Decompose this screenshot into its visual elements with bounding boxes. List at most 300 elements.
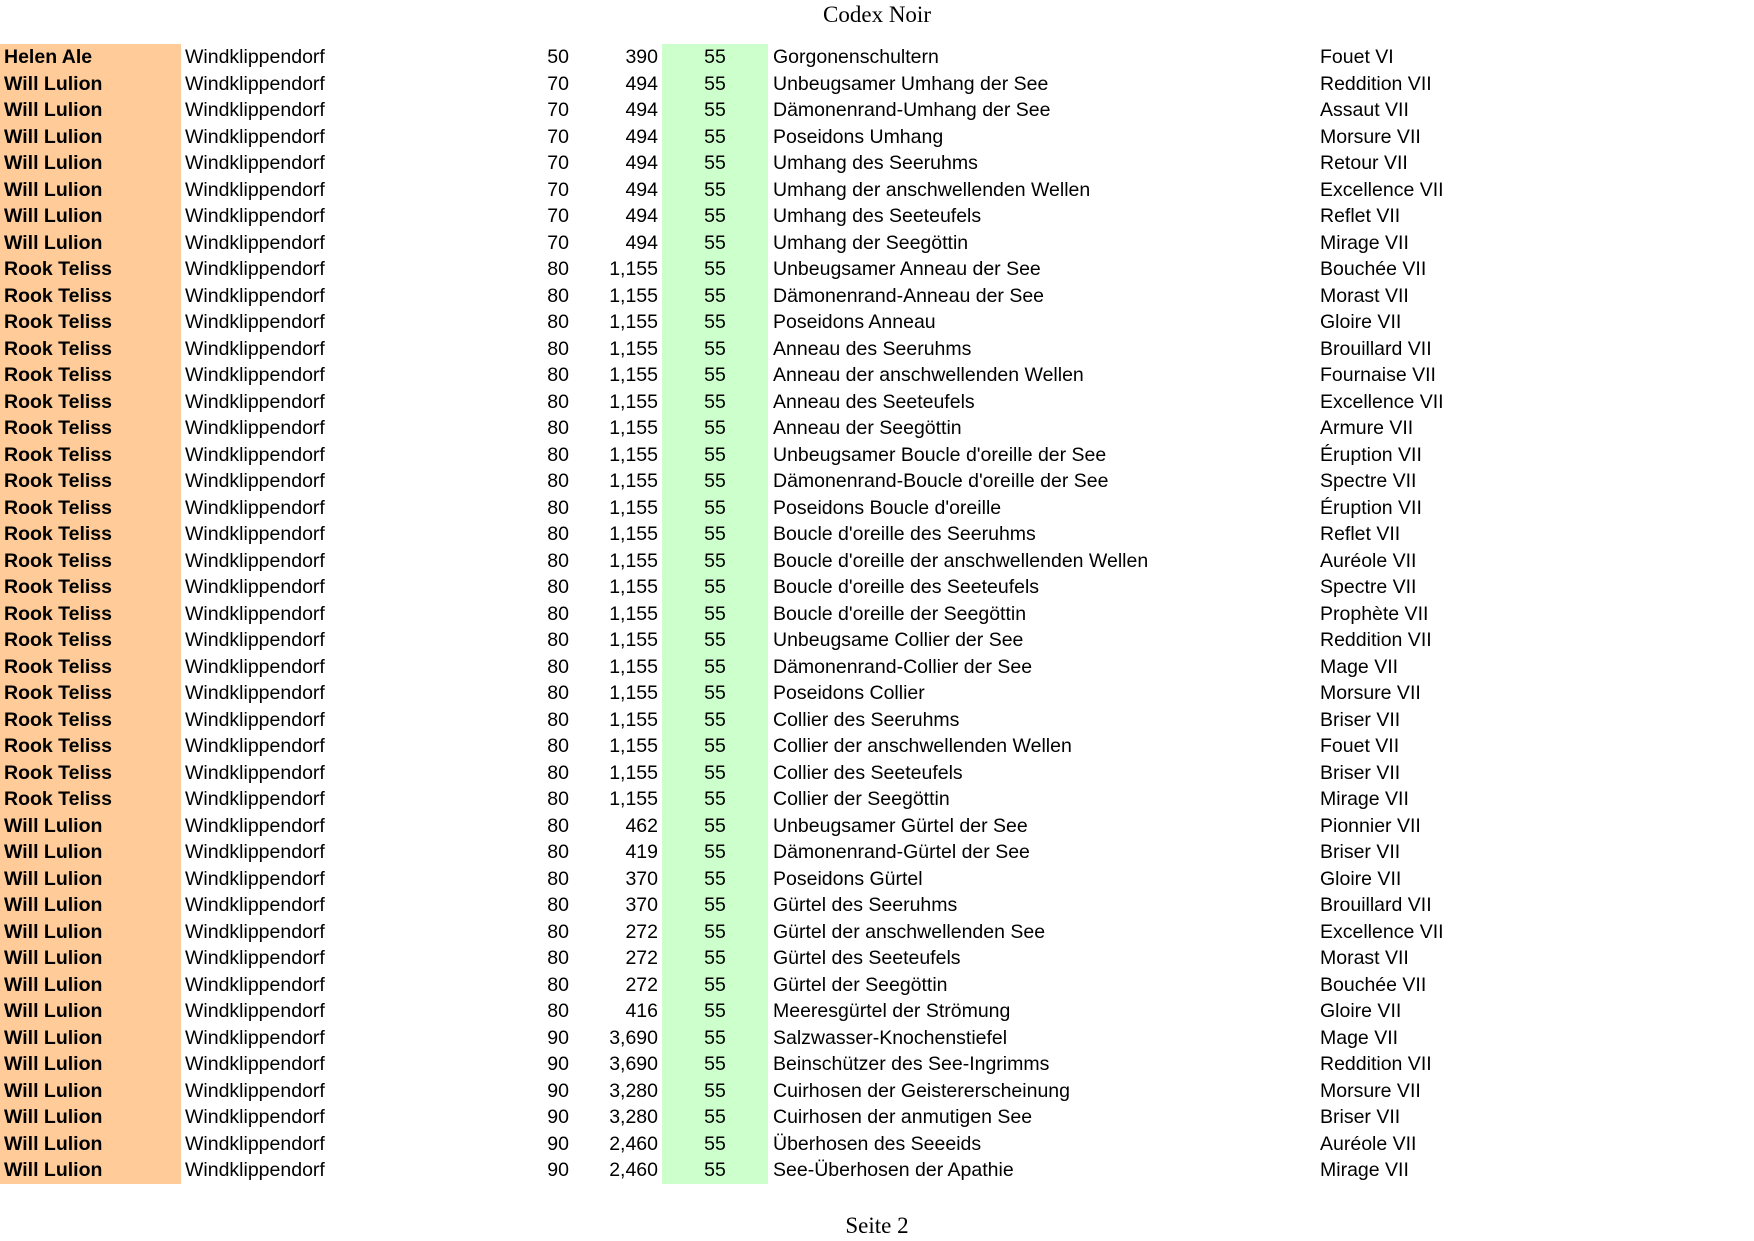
cell-value[interactable]: 1,155 — [609, 682, 658, 704]
cell-value[interactable]: 1,155 — [609, 284, 658, 307]
cell-enchantment[interactable]: Mirage VII — [1320, 231, 1409, 254]
cell-value[interactable]: 1,155 — [609, 311, 658, 333]
cell-value[interactable]: 370 — [625, 894, 658, 916]
cell-level[interactable]: 80 — [547, 867, 569, 890]
cell-level[interactable]: 80 — [547, 655, 569, 678]
cell-item-name[interactable]: Anneau der Seegöttin — [773, 417, 962, 439]
cell-stat[interactable]: 55 — [662, 230, 768, 257]
cell-level[interactable]: 80 — [547, 682, 569, 704]
cell-value[interactable]: 494 — [625, 178, 658, 201]
cell-town[interactable]: Windklippendorf — [185, 496, 325, 519]
cell-value[interactable]: 494 — [625, 72, 658, 95]
cell-level[interactable]: 80 — [547, 284, 569, 307]
cell-item-name[interactable]: Collier der anschwellenden Wellen — [773, 735, 1072, 757]
cell-value[interactable]: 494 — [625, 152, 658, 174]
cell-town[interactable]: Windklippendorf — [185, 284, 325, 307]
cell-enchantment[interactable]: Bouchée VII — [1320, 973, 1427, 996]
cell-item-name[interactable]: Dämonenrand-Gürtel der See — [773, 841, 1030, 863]
cell-stat[interactable]: 55 — [662, 97, 768, 124]
cell-stat[interactable]: 55 — [662, 389, 768, 416]
cell-enchantment[interactable]: Reddition VII — [1320, 1053, 1432, 1075]
cell-level[interactable]: 80 — [547, 761, 569, 784]
cell-item-name[interactable]: Anneau des Seeteufels — [773, 390, 975, 413]
cell-level[interactable]: 80 — [547, 894, 569, 916]
cell-item-name[interactable]: Umhang des Seeruhms — [773, 152, 978, 174]
cell-item-name[interactable]: Unbeugsamer Gürtel der See — [773, 814, 1028, 837]
cell-enchantment[interactable]: Reddition VII — [1320, 72, 1432, 95]
cell-player-name[interactable]: Rook Teliss — [0, 336, 181, 363]
cell-player-name[interactable]: Rook Teliss — [0, 283, 181, 310]
cell-value[interactable]: 1,155 — [609, 549, 658, 572]
cell-player-name[interactable]: Will Lulion — [0, 1104, 181, 1131]
cell-value[interactable]: 1,155 — [609, 443, 658, 466]
cell-enchantment[interactable]: Mage VII — [1320, 655, 1399, 678]
cell-item-name[interactable]: Anneau des Seeruhms — [773, 337, 972, 360]
cell-item-name[interactable]: Gürtel der Seegöttin — [773, 973, 948, 996]
cell-value[interactable]: 494 — [625, 231, 658, 254]
cell-town[interactable]: Windklippendorf — [185, 894, 325, 916]
cell-stat[interactable]: 55 — [662, 336, 768, 363]
cell-player-name[interactable]: Will Lulion — [0, 1157, 181, 1184]
cell-item-name[interactable]: Poseidons Anneau — [773, 311, 936, 333]
cell-level[interactable]: 80 — [547, 973, 569, 996]
cell-enchantment[interactable]: Mirage VII — [1320, 1159, 1409, 1181]
cell-value[interactable]: 1,155 — [609, 496, 658, 519]
cell-enchantment[interactable]: Morsure VII — [1320, 125, 1421, 148]
cell-level[interactable]: 70 — [547, 99, 569, 121]
cell-value[interactable]: 3,280 — [609, 1079, 658, 1102]
cell-value[interactable]: 494 — [625, 99, 658, 121]
cell-player-name[interactable]: Rook Teliss — [0, 654, 181, 681]
cell-value[interactable]: 1,155 — [609, 708, 658, 731]
cell-level[interactable]: 80 — [547, 523, 569, 545]
cell-town[interactable]: Windklippendorf — [185, 99, 325, 121]
cell-player-name[interactable]: Rook Teliss — [0, 627, 181, 654]
cell-enchantment[interactable]: Excellence VII — [1320, 390, 1444, 413]
cell-item-name[interactable]: Poseidons Umhang — [773, 125, 944, 148]
cell-player-name[interactable]: Rook Teliss — [0, 548, 181, 575]
cell-player-name[interactable]: Will Lulion — [0, 230, 181, 257]
cell-stat[interactable]: 55 — [662, 892, 768, 919]
cell-player-name[interactable]: Will Lulion — [0, 97, 181, 124]
cell-enchantment[interactable]: Mage VII — [1320, 1026, 1399, 1049]
cell-item-name[interactable]: Gürtel des Seeteufels — [773, 947, 961, 969]
cell-value[interactable]: 462 — [625, 814, 658, 837]
cell-town[interactable]: Windklippendorf — [185, 46, 325, 68]
cell-level[interactable]: 90 — [547, 1026, 569, 1049]
cell-stat[interactable]: 55 — [662, 1157, 768, 1184]
cell-enchantment[interactable]: Armure VII — [1320, 417, 1414, 439]
cell-enchantment[interactable]: Spectre VII — [1320, 576, 1417, 598]
cell-stat[interactable]: 55 — [662, 680, 768, 707]
cell-value[interactable]: 2,460 — [609, 1132, 658, 1155]
cell-value[interactable]: 370 — [625, 867, 658, 890]
cell-item-name[interactable]: Dämonenrand-Umhang der See — [773, 99, 1051, 121]
cell-stat[interactable]: 55 — [662, 150, 768, 177]
cell-stat[interactable]: 55 — [662, 1025, 768, 1052]
cell-player-name[interactable]: Will Lulion — [0, 203, 181, 230]
cell-value[interactable]: 1,155 — [609, 470, 658, 492]
cell-town[interactable]: Windklippendorf — [185, 973, 325, 996]
cell-stat[interactable]: 55 — [662, 707, 768, 734]
cell-town[interactable]: Windklippendorf — [185, 576, 325, 598]
cell-player-name[interactable]: Will Lulion — [0, 150, 181, 177]
cell-stat[interactable]: 55 — [662, 627, 768, 654]
cell-stat[interactable]: 55 — [662, 919, 768, 946]
cell-player-name[interactable]: Rook Teliss — [0, 495, 181, 522]
cell-town[interactable]: Windklippendorf — [185, 655, 325, 678]
cell-player-name[interactable]: Will Lulion — [0, 972, 181, 999]
cell-value[interactable]: 494 — [625, 205, 658, 227]
cell-value[interactable]: 272 — [625, 947, 658, 969]
cell-player-name[interactable]: Rook Teliss — [0, 707, 181, 734]
cell-enchantment[interactable]: Briser VII — [1320, 1106, 1401, 1128]
cell-town[interactable]: Windklippendorf — [185, 549, 325, 572]
cell-level[interactable]: 90 — [547, 1053, 569, 1075]
cell-enchantment[interactable]: Gloire VII — [1320, 1000, 1402, 1022]
cell-player-name[interactable]: Rook Teliss — [0, 786, 181, 813]
cell-player-name[interactable]: Rook Teliss — [0, 601, 181, 628]
cell-level[interactable]: 80 — [547, 814, 569, 837]
cell-enchantment[interactable]: Excellence VII — [1320, 920, 1444, 943]
cell-level[interactable]: 90 — [547, 1106, 569, 1128]
cell-level[interactable]: 70 — [547, 152, 569, 174]
cell-enchantment[interactable]: Fouet VII — [1320, 735, 1400, 757]
cell-value[interactable]: 419 — [625, 841, 658, 863]
cell-player-name[interactable]: Rook Teliss — [0, 415, 181, 442]
cell-stat[interactable]: 55 — [662, 574, 768, 601]
cell-stat[interactable]: 55 — [662, 124, 768, 151]
cell-town[interactable]: Windklippendorf — [185, 814, 325, 837]
cell-value[interactable]: 416 — [625, 1000, 658, 1022]
cell-town[interactable]: Windklippendorf — [185, 947, 325, 969]
cell-town[interactable]: Windklippendorf — [185, 258, 325, 280]
cell-item-name[interactable]: Überhosen des Seeeids — [773, 1132, 982, 1155]
cell-level[interactable]: 80 — [547, 735, 569, 757]
cell-enchantment[interactable]: Morsure VII — [1320, 1079, 1421, 1102]
cell-level[interactable]: 70 — [547, 205, 569, 227]
cell-enchantment[interactable]: Spectre VII — [1320, 470, 1417, 492]
cell-item-name[interactable]: Poseidons Boucle d'oreille — [773, 496, 1002, 519]
cell-enchantment[interactable]: Gloire VII — [1320, 867, 1402, 890]
cell-player-name[interactable]: Rook Teliss — [0, 733, 181, 760]
cell-item-name[interactable]: Beinschützer des See-Ingrimms — [773, 1053, 1050, 1075]
cell-item-name[interactable]: Boucle d'oreille des Seeruhms — [773, 523, 1036, 545]
cell-player-name[interactable]: Rook Teliss — [0, 442, 181, 469]
cell-town[interactable]: Windklippendorf — [185, 1106, 325, 1128]
cell-player-name[interactable]: Rook Teliss — [0, 256, 181, 283]
cell-town[interactable]: Windklippendorf — [185, 1079, 325, 1102]
cell-item-name[interactable]: Boucle d'oreille des Seeteufels — [773, 576, 1040, 598]
cell-town[interactable]: Windklippendorf — [185, 788, 325, 810]
cell-player-name[interactable]: Rook Teliss — [0, 309, 181, 336]
cell-player-name[interactable]: Will Lulion — [0, 71, 181, 98]
cell-item-name[interactable]: Unbeugsame Collier der See — [773, 629, 1024, 651]
cell-level[interactable]: 80 — [547, 364, 569, 386]
cell-town[interactable]: Windklippendorf — [185, 841, 325, 863]
cell-value[interactable]: 3,690 — [609, 1053, 658, 1075]
cell-enchantment[interactable]: Auréole VII — [1320, 1132, 1417, 1155]
cell-player-name[interactable]: Rook Teliss — [0, 389, 181, 416]
cell-value[interactable]: 3,690 — [609, 1026, 658, 1049]
cell-level[interactable]: 80 — [547, 576, 569, 598]
cell-enchantment[interactable]: Briser VII — [1320, 708, 1401, 731]
cell-value[interactable]: 1,155 — [609, 523, 658, 545]
cell-value[interactable]: 1,155 — [609, 417, 658, 439]
cell-stat[interactable]: 55 — [662, 203, 768, 230]
cell-player-name[interactable]: Will Lulion — [0, 1025, 181, 1052]
cell-stat[interactable]: 55 — [662, 1104, 768, 1131]
cell-item-name[interactable]: See-Überhosen der Apathie — [773, 1159, 1014, 1181]
cell-value[interactable]: 272 — [625, 973, 658, 996]
cell-enchantment[interactable]: Briser VII — [1320, 841, 1401, 863]
cell-value[interactable]: 1,155 — [609, 655, 658, 678]
cell-stat[interactable]: 55 — [662, 601, 768, 628]
cell-level[interactable]: 90 — [547, 1159, 569, 1181]
cell-stat[interactable]: 55 — [662, 760, 768, 787]
cell-enchantment[interactable]: Bouchée VII — [1320, 258, 1427, 280]
cell-town[interactable]: Windklippendorf — [185, 231, 325, 254]
cell-town[interactable]: Windklippendorf — [185, 682, 325, 704]
cell-player-name[interactable]: Will Lulion — [0, 945, 181, 972]
cell-enchantment[interactable]: Morast VII — [1320, 284, 1409, 307]
cell-player-name[interactable]: Will Lulion — [0, 813, 181, 840]
cell-town[interactable]: Windklippendorf — [185, 735, 325, 757]
cell-stat[interactable]: 55 — [662, 44, 768, 71]
cell-stat[interactable]: 55 — [662, 1051, 768, 1078]
cell-enchantment[interactable]: Fournaise VII — [1320, 364, 1436, 386]
cell-enchantment[interactable]: Morast VII — [1320, 947, 1409, 969]
cell-stat[interactable]: 55 — [662, 1078, 768, 1105]
cell-player-name[interactable]: Will Lulion — [0, 1131, 181, 1158]
cell-enchantment[interactable]: Reflet VII — [1320, 523, 1401, 545]
cell-stat[interactable]: 55 — [662, 256, 768, 283]
cell-enchantment[interactable]: Prophète VII — [1320, 602, 1429, 625]
cell-stat[interactable]: 55 — [662, 468, 768, 495]
cell-enchantment[interactable]: Retour VII — [1320, 152, 1408, 174]
cell-town[interactable]: Windklippendorf — [185, 920, 325, 943]
cell-stat[interactable]: 55 — [662, 786, 768, 813]
cell-level[interactable]: 80 — [547, 629, 569, 651]
cell-enchantment[interactable]: Morsure VII — [1320, 682, 1421, 704]
cell-town[interactable]: Windklippendorf — [185, 761, 325, 784]
cell-town[interactable]: Windklippendorf — [185, 443, 325, 466]
cell-player-name[interactable]: Rook Teliss — [0, 521, 181, 548]
cell-enchantment[interactable]: Brouillard VII — [1320, 894, 1432, 916]
cell-item-name[interactable]: Gürtel der anschwellenden See — [773, 920, 1046, 943]
cell-stat[interactable]: 55 — [662, 733, 768, 760]
cell-enchantment[interactable]: Pionnier VII — [1320, 814, 1421, 837]
cell-level[interactable]: 80 — [547, 708, 569, 731]
cell-town[interactable]: Windklippendorf — [185, 178, 325, 201]
cell-enchantment[interactable]: Auréole VII — [1320, 549, 1417, 572]
cell-enchantment[interactable]: Gloire VII — [1320, 311, 1402, 333]
cell-item-name[interactable]: Poseidons Collier — [773, 682, 925, 704]
cell-level[interactable]: 70 — [547, 178, 569, 201]
cell-stat[interactable]: 55 — [662, 521, 768, 548]
cell-value[interactable]: 2,460 — [609, 1159, 658, 1181]
cell-player-name[interactable]: Will Lulion — [0, 919, 181, 946]
cell-value[interactable]: 1,155 — [609, 629, 658, 651]
cell-level[interactable]: 70 — [547, 72, 569, 95]
cell-player-name[interactable]: Will Lulion — [0, 177, 181, 204]
cell-item-name[interactable]: Collier des Seeruhms — [773, 708, 960, 731]
cell-level[interactable]: 80 — [547, 947, 569, 969]
cell-item-name[interactable]: Collier des Seeteufels — [773, 761, 963, 784]
cell-level[interactable]: 80 — [547, 311, 569, 333]
cell-level[interactable]: 80 — [547, 417, 569, 439]
cell-enchantment[interactable]: Éruption VII — [1320, 496, 1422, 519]
cell-player-name[interactable]: Rook Teliss — [0, 760, 181, 787]
cell-stat[interactable]: 55 — [662, 998, 768, 1025]
cell-town[interactable]: Windklippendorf — [185, 125, 325, 148]
cell-level[interactable]: 80 — [547, 788, 569, 810]
cell-item-name[interactable]: Dämonenrand-Anneau der See — [773, 284, 1045, 307]
cell-value[interactable]: 1,155 — [609, 364, 658, 386]
cell-town[interactable]: Windklippendorf — [185, 364, 325, 386]
cell-player-name[interactable]: Helen Ale — [0, 44, 181, 71]
cell-level[interactable]: 80 — [547, 841, 569, 863]
cell-level[interactable]: 70 — [547, 125, 569, 148]
cell-town[interactable]: Windklippendorf — [185, 390, 325, 413]
cell-item-name[interactable]: Unbeugsamer Umhang der See — [773, 72, 1049, 95]
cell-value[interactable]: 494 — [625, 125, 658, 148]
cell-value[interactable]: 1,155 — [609, 337, 658, 360]
cell-value[interactable]: 272 — [625, 920, 658, 943]
cell-level[interactable]: 90 — [547, 1132, 569, 1155]
cell-enchantment[interactable]: Fouet VI — [1320, 46, 1394, 68]
cell-value[interactable]: 1,155 — [609, 735, 658, 757]
cell-town[interactable]: Windklippendorf — [185, 1132, 325, 1155]
cell-town[interactable]: Windklippendorf — [185, 152, 325, 174]
cell-town[interactable]: Windklippendorf — [185, 470, 325, 492]
cell-level[interactable]: 80 — [547, 920, 569, 943]
cell-stat[interactable]: 55 — [662, 283, 768, 310]
cell-item-name[interactable]: Boucle d'oreille der Seegöttin — [773, 602, 1027, 625]
cell-item-name[interactable]: Salzwasser-Knochenstiefel — [773, 1026, 1008, 1049]
cell-player-name[interactable]: Rook Teliss — [0, 468, 181, 495]
cell-item-name[interactable]: Anneau der anschwellenden Wellen — [773, 364, 1084, 386]
cell-player-name[interactable]: Will Lulion — [0, 839, 181, 866]
cell-stat[interactable]: 55 — [662, 495, 768, 522]
cell-value[interactable]: 1,155 — [609, 602, 658, 625]
cell-stat[interactable]: 55 — [662, 442, 768, 469]
cell-level[interactable]: 70 — [547, 231, 569, 254]
cell-item-name[interactable]: Collier der Seegöttin — [773, 788, 950, 810]
cell-stat[interactable]: 55 — [662, 415, 768, 442]
cell-level[interactable]: 80 — [547, 258, 569, 280]
cell-town[interactable]: Windklippendorf — [185, 1159, 325, 1181]
cell-player-name[interactable]: Rook Teliss — [0, 680, 181, 707]
cell-level[interactable]: 90 — [547, 1079, 569, 1102]
cell-town[interactable]: Windklippendorf — [185, 72, 325, 95]
cell-player-name[interactable]: Rook Teliss — [0, 574, 181, 601]
cell-town[interactable]: Windklippendorf — [185, 523, 325, 545]
cell-item-name[interactable]: Cuirhosen der Geistererscheinung — [773, 1079, 1070, 1102]
cell-item-name[interactable]: Poseidons Gürtel — [773, 867, 923, 890]
cell-enchantment[interactable]: Excellence VII — [1320, 178, 1444, 201]
cell-item-name[interactable]: Meeresgürtel der Strömung — [773, 1000, 1011, 1022]
cell-stat[interactable]: 55 — [662, 177, 768, 204]
cell-stat[interactable]: 55 — [662, 1131, 768, 1158]
cell-item-name[interactable]: Unbeugsamer Boucle d'oreille der See — [773, 443, 1107, 466]
cell-stat[interactable]: 55 — [662, 972, 768, 999]
cell-town[interactable]: Windklippendorf — [185, 337, 325, 360]
cell-level[interactable]: 80 — [547, 602, 569, 625]
cell-item-name[interactable]: Gürtel des Seeruhms — [773, 894, 958, 916]
cell-enchantment[interactable]: Reflet VII — [1320, 205, 1401, 227]
cell-value[interactable]: 3,280 — [609, 1106, 658, 1128]
cell-town[interactable]: Windklippendorf — [185, 1053, 325, 1075]
cell-value[interactable]: 1,155 — [609, 788, 658, 810]
cell-enchantment[interactable]: Mirage VII — [1320, 788, 1409, 810]
cell-level[interactable]: 80 — [547, 390, 569, 413]
cell-item-name[interactable]: Umhang des Seeteufels — [773, 205, 982, 227]
cell-enchantment[interactable]: Éruption VII — [1320, 443, 1422, 466]
cell-level[interactable]: 80 — [547, 337, 569, 360]
cell-player-name[interactable]: Will Lulion — [0, 998, 181, 1025]
cell-value[interactable]: 1,155 — [609, 390, 658, 413]
cell-enchantment[interactable]: Briser VII — [1320, 761, 1401, 784]
cell-town[interactable]: Windklippendorf — [185, 417, 325, 439]
cell-item-name[interactable]: Unbeugsamer Anneau der See — [773, 258, 1041, 280]
cell-level[interactable]: 80 — [547, 549, 569, 572]
cell-town[interactable]: Windklippendorf — [185, 629, 325, 651]
cell-value[interactable]: 390 — [625, 46, 658, 68]
cell-value[interactable]: 1,155 — [609, 761, 658, 784]
cell-stat[interactable]: 55 — [662, 362, 768, 389]
cell-item-name[interactable]: Dämonenrand-Collier der See — [773, 655, 1033, 678]
cell-town[interactable]: Windklippendorf — [185, 602, 325, 625]
cell-item-name[interactable]: Umhang der anschwellenden Wellen — [773, 178, 1091, 201]
cell-item-name[interactable]: Dämonenrand-Boucle d'oreille der See — [773, 470, 1109, 492]
cell-player-name[interactable]: Rook Teliss — [0, 362, 181, 389]
cell-town[interactable]: Windklippendorf — [185, 311, 325, 333]
cell-level[interactable]: 80 — [547, 496, 569, 519]
cell-town[interactable]: Windklippendorf — [185, 1000, 325, 1022]
cell-item-name[interactable]: Gorgonenschultern — [773, 46, 939, 68]
cell-enchantment[interactable]: Reddition VII — [1320, 629, 1432, 651]
cell-player-name[interactable]: Will Lulion — [0, 866, 181, 893]
cell-stat[interactable]: 55 — [662, 839, 768, 866]
cell-town[interactable]: Windklippendorf — [185, 205, 325, 227]
cell-item-name[interactable]: Boucle d'oreille der anschwellenden Wellen — [773, 549, 1149, 572]
cell-stat[interactable]: 55 — [662, 945, 768, 972]
cell-stat[interactable]: 55 — [662, 309, 768, 336]
cell-item-name[interactable]: Umhang der Seegöttin — [773, 231, 969, 254]
cell-stat[interactable]: 55 — [662, 813, 768, 840]
cell-town[interactable]: Windklippendorf — [185, 1026, 325, 1049]
cell-level[interactable]: 80 — [547, 470, 569, 492]
cell-player-name[interactable]: Will Lulion — [0, 124, 181, 151]
cell-player-name[interactable]: Will Lulion — [0, 1078, 181, 1105]
cell-town[interactable]: Windklippendorf — [185, 867, 325, 890]
cell-item-name[interactable]: Cuirhosen der anmutigen See — [773, 1106, 1033, 1128]
cell-stat[interactable]: 55 — [662, 654, 768, 681]
cell-enchantment[interactable]: Brouillard VII — [1320, 337, 1432, 360]
cell-enchantment[interactable]: Assaut VII — [1320, 99, 1409, 121]
cell-player-name[interactable]: Will Lulion — [0, 892, 181, 919]
cell-stat[interactable]: 55 — [662, 71, 768, 98]
cell-value[interactable]: 1,155 — [609, 576, 658, 598]
cell-stat[interactable]: 55 — [662, 548, 768, 575]
cell-value[interactable]: 1,155 — [609, 258, 658, 280]
cell-town[interactable]: Windklippendorf — [185, 708, 325, 731]
cell-level[interactable]: 80 — [547, 443, 569, 466]
cell-player-name[interactable]: Will Lulion — [0, 1051, 181, 1078]
cell-stat[interactable]: 55 — [662, 866, 768, 893]
cell-level[interactable]: 80 — [547, 1000, 569, 1022]
